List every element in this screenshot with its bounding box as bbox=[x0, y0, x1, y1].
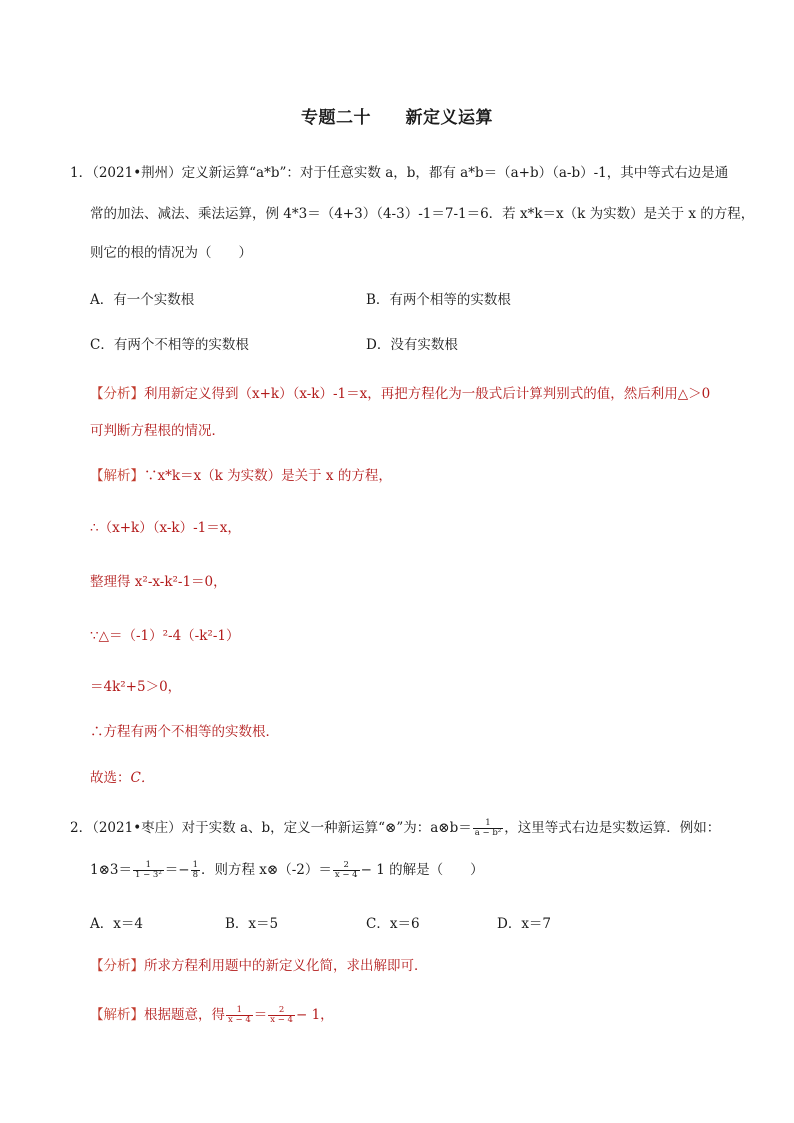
q2-solution-frac2-num: 2 bbox=[268, 1006, 295, 1016]
q2-example-frac2-den: 8 bbox=[192, 870, 198, 880]
q2-solution-frac2 bbox=[268, 1006, 295, 1025]
q1-solution-tag: 【解析】 bbox=[90, 468, 144, 484]
q2-solution-tag: 【解析】 bbox=[90, 1007, 144, 1023]
q2-option-b: B．x＝5 bbox=[225, 916, 279, 932]
q1-solution-line4: ∵△＝（-1）²-4（-k²-1） bbox=[90, 628, 240, 644]
q2-option-d: D．x＝7 bbox=[497, 916, 552, 932]
q2-example-frac2-num: 1 bbox=[192, 860, 198, 870]
q2-stem-line2-d: − 1 的解是（ ） bbox=[360, 862, 484, 878]
q1-analysis-text: 利用新定义得到（x+k）（x-k）-1＝x，再把方程化为一般式后计算判别式的值，然后利用△＞0 bbox=[144, 386, 711, 402]
q1-option-a: A．有一个实数根 bbox=[90, 292, 195, 308]
q2-stem-line2-c: ．则方程 x⊗（-2）＝ bbox=[200, 862, 332, 878]
q2-analysis-tag: 【分析】 bbox=[90, 958, 144, 974]
q2-analysis-text: 所求方程利用题中的新定义化简，求出解即可． bbox=[144, 958, 428, 974]
q2-example-frac1-num: 1 bbox=[133, 861, 164, 871]
q2-stem-line2-a: 1⊗3＝ bbox=[90, 862, 132, 878]
q2-example-frac1 bbox=[133, 861, 164, 880]
q2-def-frac-num: 1 bbox=[473, 819, 503, 829]
q1-solution-line5: ＝4k²+5＞0， bbox=[90, 679, 182, 695]
q1-solution-line3: 整理得 x²-x-k²-1＝0， bbox=[90, 574, 227, 590]
q1-stem-line1: 1．（2021•荆州）定义新运算“a*b”：对于任意实数 a，b，都有 a*b＝（a+b）（a-b）-1，其中等式右边是通 bbox=[70, 165, 729, 181]
q1-stem-line3: 则它的根的情况为（ ） bbox=[90, 245, 252, 261]
q1-answer-value: C． bbox=[130, 770, 155, 786]
q1-analysis-line2: 可判断方程根的情况． bbox=[90, 423, 225, 439]
q2-example-frac1-den: 1 − 3² bbox=[135, 870, 162, 880]
page-title bbox=[0, 103, 794, 128]
q1-option-d: D．没有实数根 bbox=[366, 337, 458, 353]
q2-option-a: A．x＝4 bbox=[90, 916, 143, 932]
q1-solution-line6: ∴方程有两个不相等的实数根． bbox=[90, 724, 279, 740]
q1-analysis-line1 bbox=[90, 385, 710, 403]
q2-solution-frac1-num: 1 bbox=[226, 1006, 253, 1016]
q2-equation-frac-den: x − 4 bbox=[334, 870, 358, 880]
q2-stem-line1 bbox=[70, 819, 720, 838]
q2-solution-frac1-den: x − 4 bbox=[228, 1015, 251, 1025]
q2-solution-line1 bbox=[90, 1006, 334, 1025]
q2-def-fraction bbox=[473, 819, 503, 838]
q2-solution-suffix: − 1， bbox=[295, 1007, 334, 1023]
q1-option-b: B．有两个相等的实数根 bbox=[366, 292, 511, 308]
q2-example-frac2 bbox=[191, 861, 200, 880]
q2-equation-frac bbox=[333, 861, 360, 880]
title-part1: 专题二十 bbox=[301, 108, 372, 128]
q2-def-frac-den: a − b² bbox=[474, 828, 502, 838]
q2-stem-line1-suffix: ，这里等式右边是实数运算．例如： bbox=[504, 820, 721, 836]
q1-analysis-tag: 【分析】 bbox=[90, 386, 144, 402]
q2-equation-frac-num: 2 bbox=[333, 861, 360, 871]
q1-answer-prefix: 故选： bbox=[90, 770, 131, 786]
q2-stem-line1-prefix: 2．（2021•枣庄）对于实数 a、b，定义一种新运算“⊗”为：a⊗b＝ bbox=[70, 820, 472, 836]
q1-solution-text1: ∵x*k＝x（k 为实数）是关于 x 的方程， bbox=[144, 468, 392, 484]
q2-option-c: C．x＝6 bbox=[366, 916, 420, 932]
q2-solution-prefix: 根据题意，得 bbox=[144, 1007, 225, 1023]
q1-answer bbox=[90, 769, 154, 787]
q1-stem-line2: 常的加法、减法、乘法运算，例 4*3＝（4+3）（4-3）-1＝7-1＝6．若 x*k＝x（k 为实数）是关于 x 的方程， bbox=[90, 206, 755, 222]
q2-stem-line2-b: ＝− bbox=[164, 862, 190, 878]
q2-analysis bbox=[90, 957, 428, 975]
q1-solution-line2: ∴（x+k）（x-k）-1＝x， bbox=[90, 520, 241, 536]
q2-solution-frac1 bbox=[226, 1006, 253, 1025]
title-part2: 新定义运算 bbox=[405, 108, 493, 128]
q2-stem-line2 bbox=[90, 861, 484, 880]
q1-option-c: C．有两个不相等的实数根 bbox=[90, 337, 249, 353]
q2-solution-equals: ＝ bbox=[253, 1007, 268, 1023]
q1-solution-line1 bbox=[90, 467, 392, 485]
q2-solution-frac2-den: x − 4 bbox=[270, 1015, 293, 1025]
